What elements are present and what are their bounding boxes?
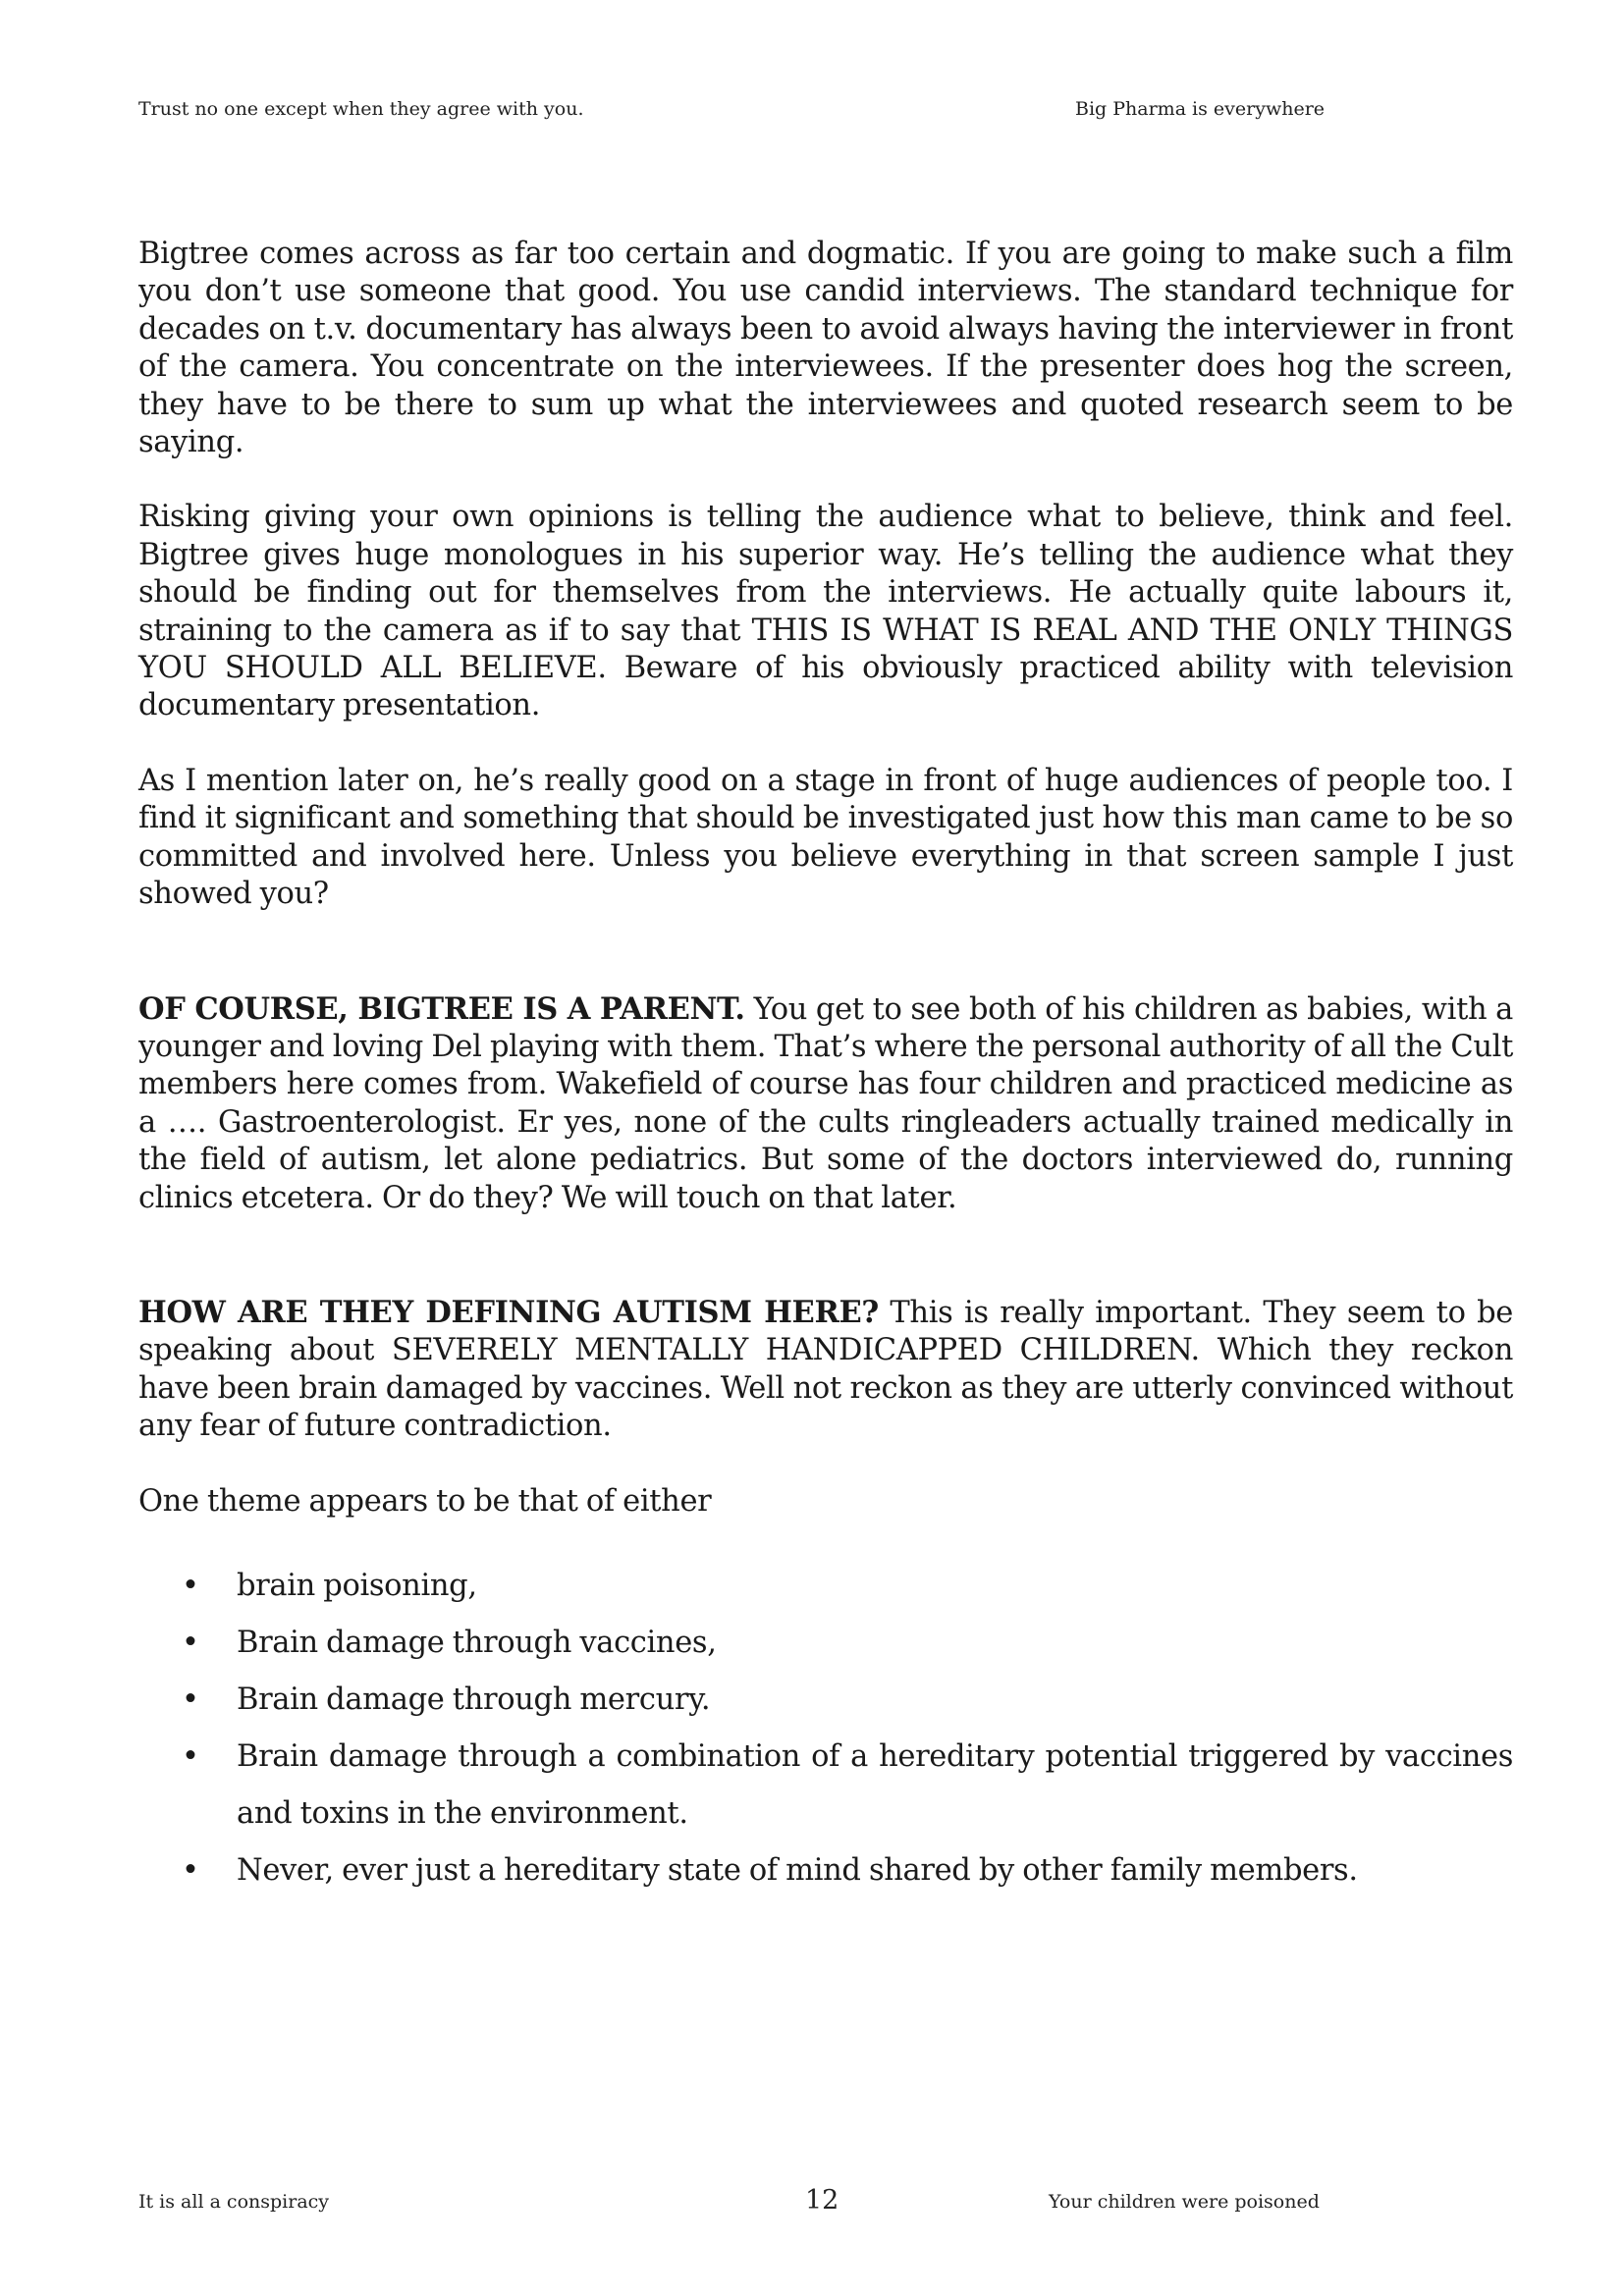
- header-left-text: Trust no one except when they agree with you.: [138, 98, 584, 120]
- list-item: [138, 1842, 1513, 1899]
- header-right-text: Big Pharma is everywhere: [1075, 98, 1326, 120]
- footer-right-text: Your children were poisoned: [1049, 2191, 1320, 2213]
- paragraph-1: Bigtree comes across as far too certain and dogmatic. If you are going to make such a film you don’t use someone that good. You use candid interviews. The standard technique for decades on t.v. documentary has always been to avoid always having the interviewer in front of the camera. You concentrate on the interviewees. If the presenter does hog the screen, they have to be there to sum up what the interviewees and quoted research seem to be saying.: [138, 237, 1513, 460]
- paragraph-4-body: You get to see both of his children as babies, with a younger and loving Del playing with them. That’s where the personal authority of all the Cult members here comes from. Wakefield of course has four children and practiced medicine as a …. Gastroenterologist. Er yes, none of the cults ringleaders actually trained medically in the field of autism, let alone pediatrics. But some of the doctors interviewed do, running clinics etcetera. Or do they? We will touch on that later.: [138, 991, 1513, 1215]
- paragraph-6: One theme appears to be that of either: [138, 1483, 712, 1519]
- bullet-icon: •: [182, 1682, 199, 1717]
- footer-left-text: It is all a conspiracy: [138, 2191, 330, 2213]
- bullet-icon: •: [182, 1738, 199, 1774]
- paragraph-5: [138, 1294, 1513, 1446]
- list-item-text: Brain damage through vaccines,: [237, 1625, 717, 1660]
- document-body: [138, 236, 1513, 1899]
- list-item: [138, 1558, 1513, 1615]
- paragraph-5-body: This is really important. They seem to be speaking about SEVERELY MENTALLY HANDICAPPED CHILDREN. Which they reckon have been brain damaged by vaccines. Well not reckon as they are utterly convinced without any fear of future contradiction.: [138, 1295, 1514, 1444]
- bullet-icon: •: [182, 1852, 199, 1888]
- paragraph-2: Risking giving your own opinions is telling the audience what to believe, think and feel. Bigtree gives huge monologues in his superior way. He’s telling the audience what they should be finding out for themselves from the interviews. He actually quite labours it, straining to the camera as if to say that THIS IS WHAT IS REAL AND THE ONLY THINGS YOU SHOULD ALL BELIEVE. Beware of his obviously practiced ability with television documentary presentation.: [138, 500, 1513, 723]
- list-item: [138, 1729, 1513, 1842]
- list-item-text: Brain damage through mercury.: [237, 1682, 711, 1717]
- paragraph-3: As I mention later on, he’s really good on a stage in front of huge audiences of people too. I find it significant and something that should be investigated just how this man came to be so committed and involved here. Unless you believe everything in that screen sample I just showed you?: [138, 763, 1513, 912]
- paragraph-5-heading: HOW ARE THEY DEFINING AUTISM HERE?: [138, 1294, 879, 1330]
- bullet-list: [138, 1558, 1513, 1899]
- page-number: 12: [805, 2185, 839, 2216]
- bullet-icon: •: [182, 1625, 199, 1660]
- list-item: [138, 1615, 1513, 1672]
- list-item-text: Brain damage through a combination of a hereditary potential triggered by vaccines and toxins in the environment.: [237, 1738, 1513, 1831]
- paragraph-4-heading: OF COURSE, BIGTREE IS A PARENT.: [138, 990, 745, 1027]
- list-item: [138, 1672, 1513, 1729]
- list-item-text: brain poisoning,: [237, 1568, 477, 1603]
- list-item-text: Never, ever just a hereditary state of mind shared by other family members.: [237, 1852, 1358, 1888]
- paragraph-4: [138, 990, 1513, 1217]
- bullet-icon: •: [182, 1568, 199, 1603]
